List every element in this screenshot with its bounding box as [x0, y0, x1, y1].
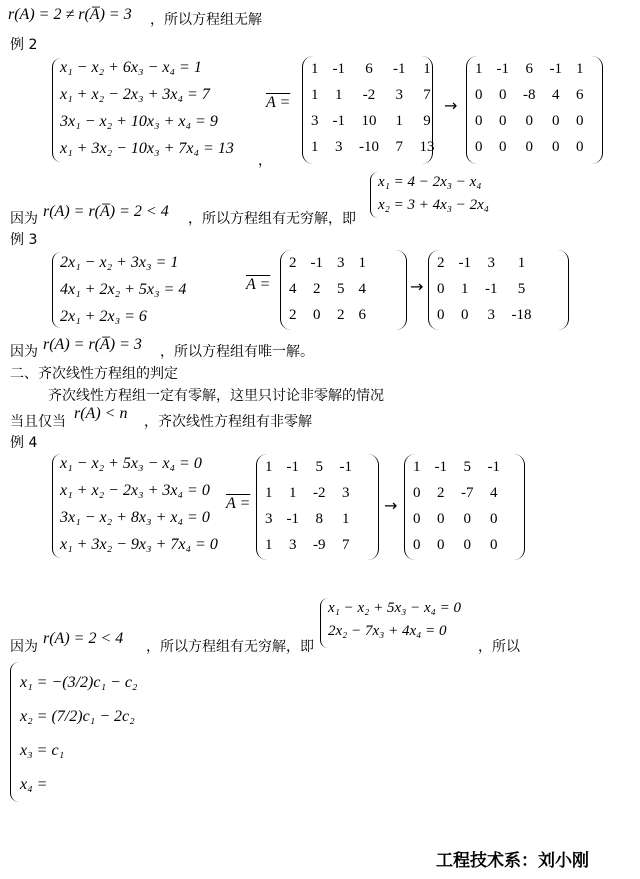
matrix-cell: 8: [315, 510, 323, 527]
matrix-cell: 3: [487, 254, 495, 271]
matrix-cell: -7: [461, 484, 474, 501]
matrix-cell: 6: [525, 60, 533, 77]
example-2-label: 例 2: [10, 37, 38, 53]
matrix-b-4: [406, 454, 507, 558]
rank-condition: r(A) = 2 < 4: [43, 630, 124, 647]
matrix-cell: -1: [549, 60, 562, 77]
matrix-row: [258, 480, 359, 506]
matrix-row: [430, 276, 539, 302]
general-solution: [20, 666, 137, 802]
right-paren: [368, 454, 379, 560]
matrix-b-3: [430, 250, 539, 328]
equation-system-4: [60, 450, 218, 558]
equation: 2x₂ − 7x₃ + 4x₄ = 0: [328, 623, 447, 639]
therefore-text: ，所以: [478, 639, 520, 655]
equation: 2x₁ + 2x₃ = 6: [60, 308, 147, 325]
matrix-cell: 0: [499, 86, 507, 103]
matrix-cell: 1: [289, 484, 297, 501]
matrix-cell: -1: [434, 458, 447, 475]
matrix-cell: 0: [499, 112, 507, 129]
matrix-cell: 0: [475, 138, 483, 155]
matrix-cell: 0: [525, 138, 533, 155]
matrix-cell: 0: [490, 510, 498, 527]
matrix-cell: 1: [265, 458, 273, 475]
matrix-row: [304, 82, 442, 108]
matrix-cell: 7: [342, 536, 350, 553]
reduced-brace: [320, 598, 328, 648]
matrix-row: [430, 302, 539, 328]
because-label: 因为: [10, 639, 38, 655]
matrix-cell: -1: [496, 60, 509, 77]
matrix-row: [258, 532, 359, 558]
matrix-cell: 0: [437, 306, 445, 323]
matrix-cell: 1: [461, 280, 469, 297]
matrix-cell: 1: [395, 112, 403, 129]
matrix-cell: 0: [413, 484, 421, 501]
rank-statement: r(A) = 2 ≠ r(A̅) = 3: [8, 6, 132, 23]
matrix-row: [282, 276, 373, 302]
general-solution-brace: [10, 662, 19, 802]
matrix-row: [468, 82, 591, 108]
matrix-cell: 6: [358, 306, 366, 323]
matrix-row: [282, 250, 373, 276]
matrix-row: [406, 454, 507, 480]
matrix-cell: 0: [313, 306, 321, 323]
matrix-row: [430, 250, 539, 276]
matrix-cell: 0: [437, 510, 445, 527]
equation: 4x₁ + 2x₂ + 5x₃ = 4: [60, 281, 187, 298]
equation: x₁ + 3x₂ − 9x₃ + 7x₄ = 0: [60, 536, 218, 553]
matrix-cell: 3: [487, 306, 495, 323]
matrix-cell: -2: [362, 86, 376, 103]
matrix-cell: 0: [461, 306, 469, 323]
matrix-cell: 2: [437, 484, 445, 501]
matrix-row: [282, 302, 373, 328]
equation: x₁ + x₂ − 2x₃ + 3x₄ = 0: [60, 482, 210, 499]
matrix-cell: 2: [313, 280, 321, 297]
matrix-row: [304, 134, 442, 160]
matrix-cell: -8: [523, 86, 536, 103]
matrix-cell: 4: [490, 484, 498, 501]
equation: x₁ + 3x₂ − 10x₃ + 7x₄ = 13: [60, 140, 234, 157]
matrix-cell: 1: [475, 60, 483, 77]
matrix-cell: 7: [395, 138, 403, 155]
solution-brace: [370, 172, 378, 218]
matrix-cell: 0: [552, 138, 560, 155]
matrix-cell: 9: [423, 112, 431, 129]
matrix-cell: 0: [413, 510, 421, 527]
augmented-matrix-label: A =: [246, 276, 271, 293]
matrix-cell: 1: [265, 536, 273, 553]
matrix-cell: 0: [499, 138, 507, 155]
matrix-cell: -1: [286, 458, 299, 475]
augmented-matrix-label: A =: [226, 495, 251, 512]
right-paren: [396, 250, 407, 330]
matrix-cell: 6: [365, 60, 373, 77]
author-credit: 工程技术系：刘小刚: [436, 851, 589, 871]
matrix-cell: 1: [517, 254, 526, 271]
matrix-cell: 0: [437, 280, 445, 297]
matrix-a-3: [282, 250, 373, 328]
matrix-cell: 0: [413, 536, 421, 553]
matrix-cell: 1: [311, 86, 319, 103]
matrix-cell: 3: [342, 484, 350, 501]
matrix-cell: 13: [419, 138, 435, 155]
matrix-cell: -2: [313, 484, 326, 501]
example-4-label: 例 4: [10, 435, 38, 451]
reduced-system: [328, 597, 461, 643]
matrix-cell: -1: [286, 510, 299, 527]
matrix-cell: -1: [485, 280, 498, 297]
right-paren: [422, 56, 433, 164]
equation: x₁ − x₂ + 5x₃ − x₄ = 0: [60, 455, 202, 472]
matrix-row: [406, 532, 507, 558]
matrix-row: [468, 134, 591, 160]
matrix-cell: 0: [525, 112, 533, 129]
matrix-a-4: [258, 454, 359, 558]
because-label: 因为: [10, 344, 38, 360]
matrix-cell: 4: [289, 280, 297, 297]
solution-2: [378, 171, 489, 217]
unique-solution-text: ，所以方程组有唯一解。: [160, 344, 314, 360]
section-intro: 齐次线性方程组一定有零解，这里只讨论非零解的情况: [48, 388, 384, 404]
matrix-row: [406, 506, 507, 532]
condition-label: 当且仅当: [10, 414, 66, 430]
matrix-cell: -1: [487, 458, 500, 475]
equation: x₂ = 3 + 4x₃ − 2x₄: [378, 197, 489, 213]
matrix-cell: 0: [576, 138, 584, 155]
matrix-cell: 0: [463, 510, 471, 527]
matrix-cell: 5: [463, 458, 471, 475]
because-label: 因为: [10, 211, 38, 227]
condition-math: r(A) < n: [74, 405, 128, 422]
matrix-row: [304, 108, 442, 134]
matrix-a-2: [304, 56, 442, 160]
right-paren: [592, 56, 603, 164]
matrix-cell: 2: [289, 254, 297, 271]
matrix-cell: 1: [311, 60, 319, 77]
matrix-cell: -18: [511, 306, 532, 323]
matrix-cell: -1: [332, 112, 345, 129]
matrix-cell: 4: [358, 280, 366, 297]
matrix-cell: 3: [395, 86, 403, 103]
matrix-cell: 3: [289, 536, 297, 553]
matrix-row: [258, 454, 359, 480]
matrix-cell: 5: [337, 280, 345, 297]
equation: x₄ =: [20, 776, 48, 793]
matrix-row: [258, 506, 359, 532]
matrix-cell: 2: [437, 254, 445, 271]
arrow-icon: →: [410, 277, 424, 296]
matrix-cell: 0: [475, 112, 483, 129]
matrix-cell: -1: [339, 458, 352, 475]
arrow-icon: →: [444, 96, 458, 115]
condition-text: ，齐次线性方程组有非零解: [144, 414, 312, 430]
right-paren: [514, 454, 525, 560]
section-heading: 二、齐次线性方程组的判定: [10, 366, 178, 382]
matrix-cell: -1: [458, 254, 471, 271]
equation: 3x₁ − x₂ + 10x₃ + x₄ = 9: [60, 113, 218, 130]
matrix-cell: 0: [490, 536, 498, 553]
matrix-cell: 5: [315, 458, 323, 475]
equation: x₁ + x₂ − 2x₃ + 3x₄ = 7: [60, 86, 210, 103]
matrix-cell: 4: [552, 86, 560, 103]
no-solution-text: ，所以方程组无解: [150, 12, 262, 28]
matrix-row: [406, 480, 507, 506]
matrix-cell: 1: [342, 510, 350, 527]
equation: x₁ = −(3/2)c₁ − c₂: [20, 674, 138, 691]
matrix-cell: 6: [576, 86, 584, 103]
matrix-cell: 2: [289, 306, 297, 323]
equation: x₂ = (7/2)c₁ − 2c₂: [20, 708, 135, 725]
matrix-cell: 1: [311, 138, 319, 155]
matrix-cell: 5: [517, 280, 526, 297]
matrix-row: [468, 108, 591, 134]
example-3-label: 例 3: [10, 232, 38, 248]
rank-condition: r(A) = r(A̅) = 2 < 4: [43, 203, 169, 220]
infinite-solutions-text: ，所以方程组有无穷解，即: [146, 639, 314, 655]
matrix-cell: 3: [311, 112, 319, 129]
matrix-cell: 3: [265, 510, 273, 527]
matrix-cell: 1: [335, 86, 343, 103]
matrix-cell: 0: [576, 112, 584, 129]
matrix-cell: 3: [335, 138, 343, 155]
arrow-icon: →: [384, 496, 398, 515]
matrix-cell: -1: [310, 254, 323, 271]
matrix-cell: -9: [313, 536, 326, 553]
equation: 3x₁ − x₂ + 8x₃ + x₄ = 0: [60, 509, 210, 526]
matrix-cell: 1: [576, 60, 584, 77]
rank-condition: r(A) = r(A̅) = 3: [43, 336, 142, 353]
matrix-row: [468, 56, 591, 82]
matrix-cell: -1: [332, 60, 345, 77]
matrix-cell: -10: [359, 138, 379, 155]
equation: x₁ = 4 − 2x₃ − x₄: [378, 174, 482, 190]
matrix-cell: -1: [393, 60, 406, 77]
matrix-cell: 1: [423, 60, 431, 77]
equation: x₃ = c₁: [20, 742, 65, 759]
equation: x₁ − x₂ + 6x₃ − x₄ = 1: [60, 59, 202, 76]
comma: ，: [258, 153, 272, 169]
equation-system-3: [60, 249, 186, 330]
matrix-cell: 1: [265, 484, 273, 501]
infinite-solutions-text: ，所以方程组有无穷解，即: [188, 211, 356, 227]
matrix-cell: 1: [413, 458, 421, 475]
equation: x₁ − x₂ + 5x₃ − x₄ = 0: [328, 600, 461, 616]
matrix-cell: 0: [475, 86, 483, 103]
matrix-cell: 0: [552, 112, 560, 129]
matrix-cell: 0: [463, 536, 471, 553]
matrix-row: [304, 56, 442, 82]
equation-system-2: [60, 54, 234, 162]
matrix-cell: 2: [337, 306, 345, 323]
matrix-cell: 0: [437, 536, 445, 553]
matrix-cell: 10: [361, 112, 377, 129]
matrix-b-2: [468, 56, 591, 160]
matrix-cell: 3: [337, 254, 345, 271]
matrix-cell: 1: [358, 254, 366, 271]
matrix-cell: 7: [423, 86, 431, 103]
right-paren: [558, 250, 569, 330]
augmented-matrix-label: A =: [266, 94, 291, 111]
equation: 2x₁ − x₂ + 3x₃ = 1: [60, 254, 179, 271]
